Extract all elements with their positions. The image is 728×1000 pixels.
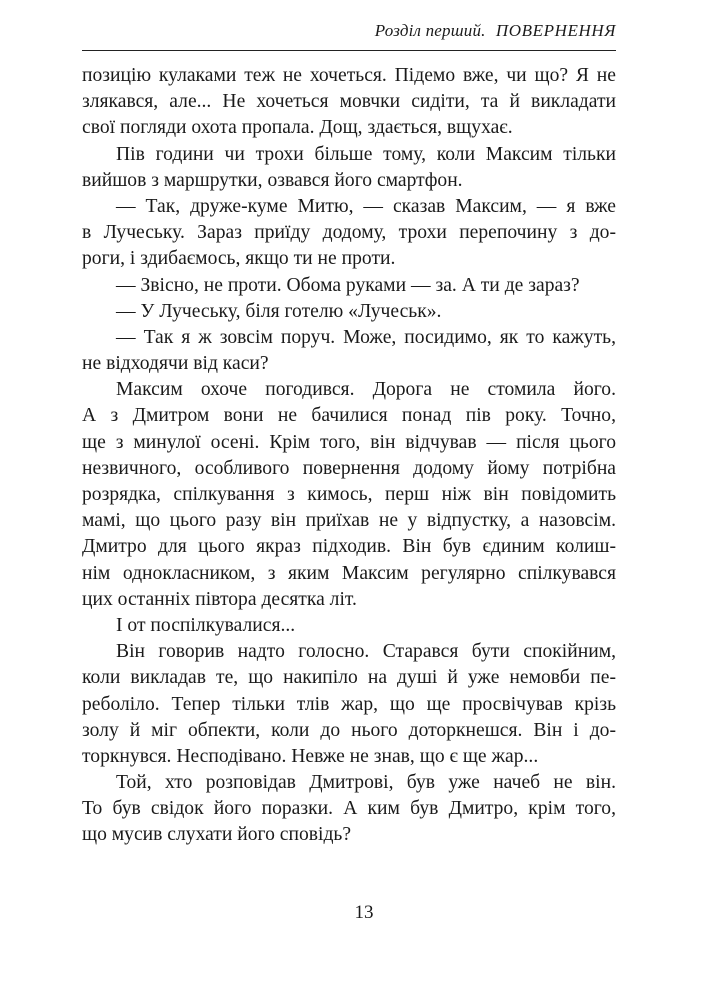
body-text <box>82 63 616 849</box>
text-line: Дмитро для цього якраз підходив. Він був єдиним колиш- <box>82 536 616 558</box>
text-line: не відходячи від каси? <box>82 353 269 375</box>
text-line: коли викладав те, що накипіло на душі й уже немовби пе- <box>82 667 616 689</box>
page-number: 13 <box>354 902 374 923</box>
text-line: реболіло. Тепер тільки тлів жар, що ще просвічував крізь <box>82 693 616 715</box>
text-line: Пів години чи трохи більше тому, коли Максим тільки <box>116 143 616 165</box>
text-line: То був свідок його поразки. А ким був Дмитро, крім того, <box>82 798 616 820</box>
text-line: мамі, що цього разу він приїхав не у відпустку, а назовсім. <box>82 510 616 532</box>
text-line: розрядка, спілкування з кимось, перш ніж він повідомить <box>82 484 616 505</box>
text-line: незвичного, особливого повернення додому йому потрібна <box>82 457 616 479</box>
text-line: — Звісно, не проти. Обома руками — за. А ти де зараз? <box>116 274 580 296</box>
text-line: в Лучеську. Зараз приїду додому, трохи перепочину з до- <box>82 222 616 244</box>
text-line: — Так я ж зовсім поруч. Може, посидимо, як то кажуть, <box>116 326 616 348</box>
text-line: Максим охоче погодився. Дорога не стомила його. <box>116 379 616 401</box>
text-line: що мусив слухати його сповідь? <box>82 824 352 846</box>
running-head-title: ПОВЕРНЕННЯ <box>495 21 616 40</box>
text-line: свої погляди охота пропала. Дощ, здається, вщухає. <box>82 117 513 139</box>
text-line: — У Лучеську, біля готелю «Лучеськ». <box>116 300 442 322</box>
text-line: А з Дмитром вони не бачилися понад пів року. Точно, <box>82 405 616 427</box>
running-head-section: Розділ перший. <box>374 21 486 40</box>
running-head <box>82 16 616 51</box>
text-line: Той, хто розповідав Дмитрові, був уже начеб не він. <box>116 772 616 794</box>
text-line: нім однокласником, з яким Максим регулярно спілкувався <box>82 562 616 584</box>
text-line: злякався, але... Не хочеться мовчки сидіти, та й викладати <box>82 91 616 113</box>
text-line: Він говорив надто голосно. Старався бути спокійним, <box>116 641 616 663</box>
text-line: ще з минулої осені. Крім того, він відчував — після цього <box>82 431 616 453</box>
text-line: — Так, друже-куме Митю, — сказав Максим, — я вже <box>116 195 616 217</box>
text-line: золу й міг обпекти, коли до нього доторкнешся. Він і до- <box>82 719 616 741</box>
text-line: І от поспілкувалися... <box>116 614 296 636</box>
text-line: вийшов з маршрутки, озвався його смартфон. <box>82 169 463 191</box>
text-line: торкнувся. Несподівано. Невже не знав, що є ще жар... <box>82 745 539 767</box>
text-line: цих останніх півтора десятка літ. <box>82 588 357 610</box>
text-line: роги, і здибаємось, якщо ти не проти. <box>82 248 396 270</box>
text-line: позицію кулаками теж не хочеться. Підемо вже, чи що? Я не <box>82 65 616 86</box>
